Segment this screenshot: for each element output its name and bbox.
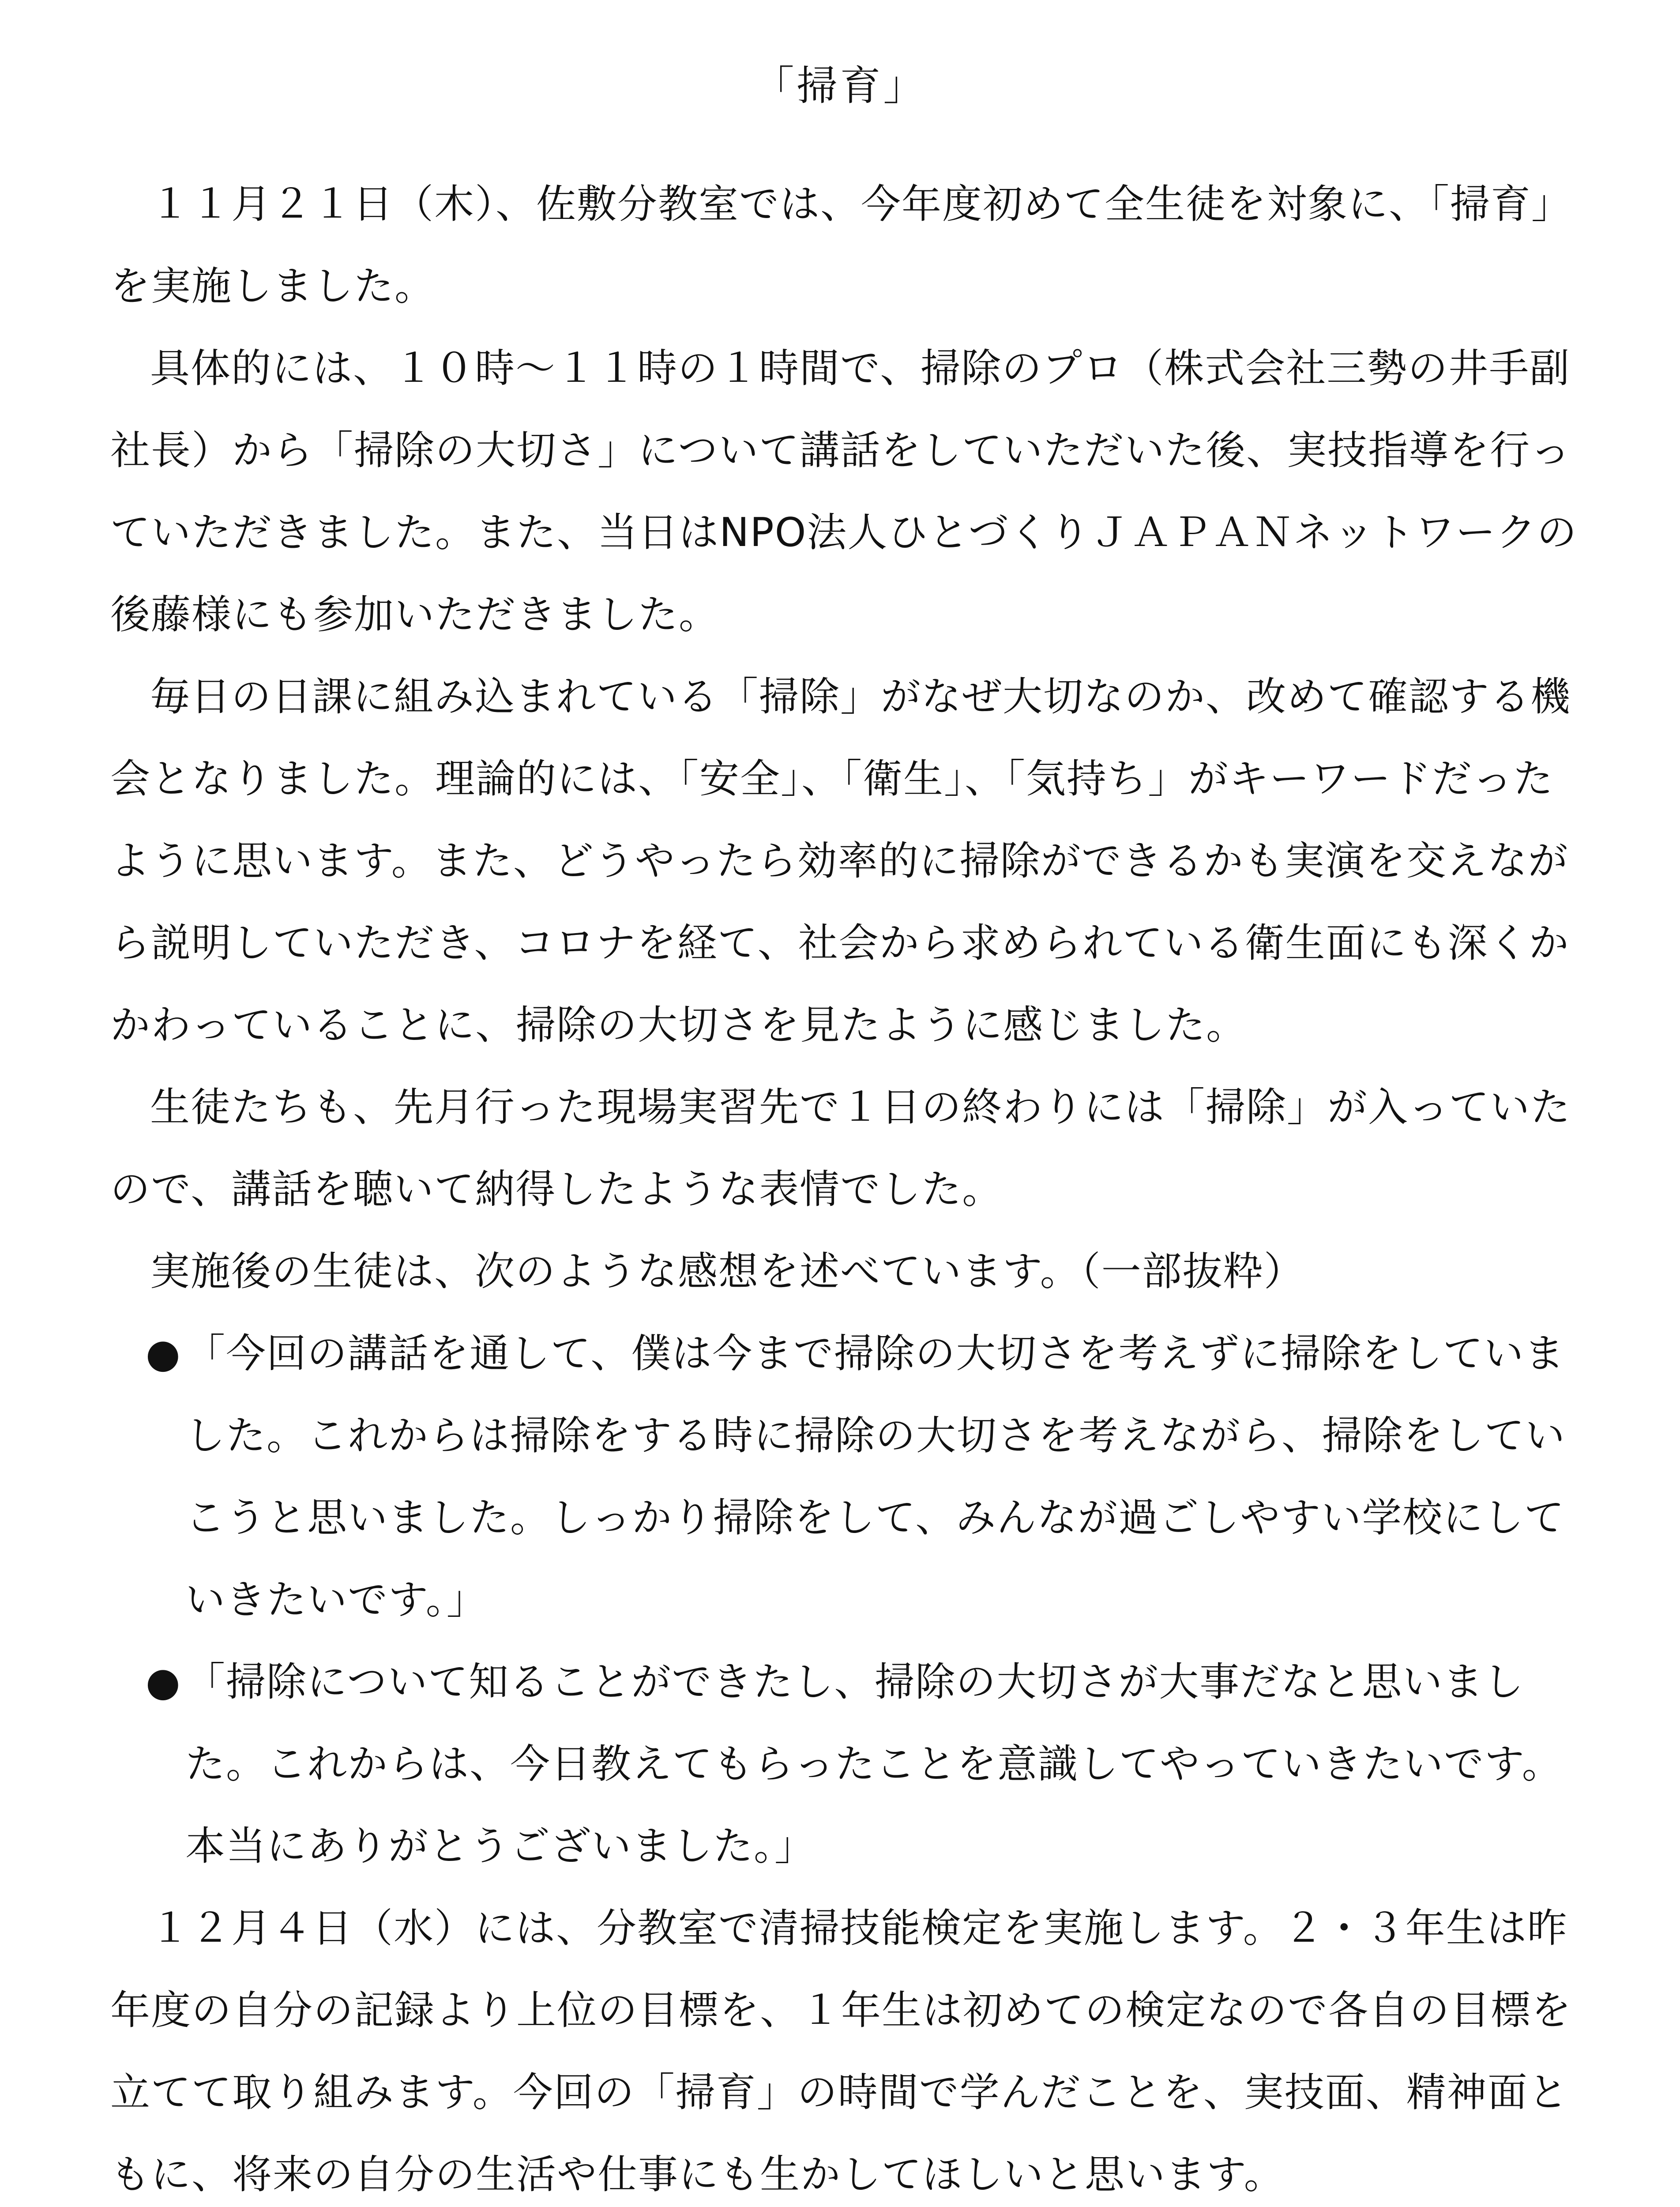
bullet-icon: ● xyxy=(146,1330,181,1377)
paragraph-details: 具体的には、１０時～１１時の１時間で、掃除のプロ（株式会社三勢の井手副社長）から「掃除の大切さ」について講話をしていただいた後、実技指導を行っていただきました。また、当日はNPO法人ひとづくりＪＡＰＡＮネットワークの後藤様にも参加いただきました。 xyxy=(110,345,1578,638)
paragraph-students: 生徒たちも、先月行った現場実習先で１日の終わりには「掃除」が入っていたので、講話を聴いて納得したような表情でした。 xyxy=(110,1084,1571,1213)
document-body xyxy=(110,163,1580,2207)
paragraph-intro: １１月２１日（木）、佐敷分教室では、今年度初めて全生徒を対象に、「掃育」を実施しました。 xyxy=(110,181,1572,309)
bullet-icon: ● xyxy=(146,1659,181,1705)
impression-text: 「今回の講話を通して、僕は今まで掃除の大切さを考えずに掃除をしていました。これからは掃除をする時に掃除の大切さを考えながら、掃除をしていこうと思いました。しっかり掃除をして、みんなが過ごしやすい学校にしていきたいです。」 xyxy=(185,1330,1566,1623)
paragraph-next-event: １２月４日（水）には、分教室で清掃技能検定を実施します。２・３年生は昨年度の自分の記録より上位の目標を、１年生は初めての検定なので各自の目標を立てて取り組みます。今回の「掃育」の時間で学んだことを、実技面、精神面ともに、将来の自分の生活や仕事にも生かしてほしいと思います。 xyxy=(110,1905,1572,2198)
paragraph-reflection: 毎日の日課に組み込まれている「掃除」がなぜ大切なのか、改めて確認する機会となりました。理論的には、「安全」、「衛生」、「気持ち」がキーワードだったように思います。また、どうやったら効率的に掃除ができるかも実演を交えながら説明していただき、コロナを経て、社会から求められている衛生面にも深くかかわっていることに、掃除の大切さを見たように感じました。 xyxy=(110,674,1571,1048)
student-impressions-list xyxy=(110,1313,1580,1887)
paragraph-impressions-intro: 実施後の生徒は、次のような感想を述べています。（一部抜粋） xyxy=(150,1248,1304,1295)
page-title: 「掃育」 xyxy=(753,62,927,109)
list-item xyxy=(110,1313,1580,1641)
impression-text: 「掃除について知ることができたし、掃除の大切さが大事だなと思いました。これからは、今日教えてもらったことを意識してやっていきたいです。本当にありがとうございました。」 xyxy=(185,1659,1563,1869)
list-item xyxy=(110,1641,1580,1887)
